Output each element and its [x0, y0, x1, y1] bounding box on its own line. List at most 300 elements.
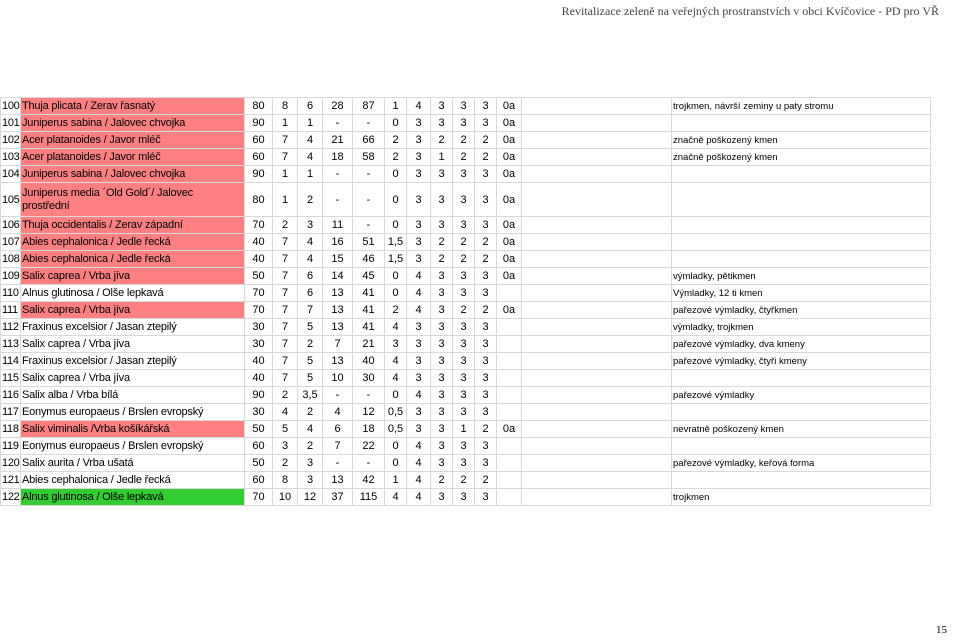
category-code: [497, 336, 522, 353]
tree-number: 107: [1, 234, 21, 251]
note: [672, 183, 931, 217]
value-col-7: 3: [407, 353, 431, 370]
value-col-9: 3: [453, 285, 475, 302]
tree-number: 112: [1, 319, 21, 336]
value-col-3: 3,5: [298, 387, 323, 404]
value-col-6: 2: [385, 149, 407, 166]
value-col-8: 3: [431, 387, 453, 404]
category-code: [497, 438, 522, 455]
value-col-7: 3: [407, 421, 431, 438]
value-col-4: 6: [323, 421, 353, 438]
table-row: [1, 472, 931, 489]
value-col-5: -: [353, 183, 385, 217]
category-code: 0a: [497, 421, 522, 438]
value-col-4: 18: [323, 149, 353, 166]
species-name: Salix aurita / Vrba ušatá: [21, 455, 245, 472]
category-code: 0a: [497, 217, 522, 234]
category-code: [497, 370, 522, 387]
category-code: 0a: [497, 132, 522, 149]
value-col-10: 3: [475, 489, 497, 506]
empty-cell: [522, 115, 672, 132]
category-code: 0a: [497, 234, 522, 251]
value-col-6: 4: [385, 370, 407, 387]
note: [672, 370, 931, 387]
note: výmladky, pětikmen: [672, 268, 931, 285]
value-col-9: 2: [453, 234, 475, 251]
value-col-10: 3: [475, 98, 497, 115]
empty-cell: [522, 455, 672, 472]
empty-cell: [522, 98, 672, 115]
tree-number: 115: [1, 370, 21, 387]
species-name: Acer platanoides / Javor mléč: [21, 132, 245, 149]
table-row: [1, 234, 931, 251]
table-row: [1, 251, 931, 268]
tree-number: 114: [1, 353, 21, 370]
value-col-3: 6: [298, 268, 323, 285]
value-col-6: 0: [385, 285, 407, 302]
note: značně poškozený kmen: [672, 149, 931, 166]
value-col-2: 7: [273, 251, 298, 268]
species-name: Abies cephalonica / Jedle řecká: [21, 251, 245, 268]
value-col-10: 3: [475, 438, 497, 455]
value-col-7: 3: [407, 234, 431, 251]
tree-number: 102: [1, 132, 21, 149]
table-row: [1, 421, 931, 438]
empty-cell: [522, 251, 672, 268]
tree-number: 100: [1, 98, 21, 115]
tree-number: 109: [1, 268, 21, 285]
note: [672, 234, 931, 251]
value-col-9: 3: [453, 319, 475, 336]
note: trojkmen, návrší zeminy u paty stromu: [672, 98, 931, 115]
value-col-7: 4: [407, 455, 431, 472]
value-col-4: 16: [323, 234, 353, 251]
note: značně poškozený kmen: [672, 132, 931, 149]
document-header: Revitalizace zeleně na veřejných prostranstvích v obci Kvíčovice - PD pro VŘ: [561, 4, 939, 18]
value-col-2: 7: [273, 336, 298, 353]
value-col-7: 4: [407, 268, 431, 285]
value-col-8: 3: [431, 183, 453, 217]
note: výmladky, trojkmen: [672, 319, 931, 336]
value-col-3: 6: [298, 98, 323, 115]
value-col-8: 2: [431, 472, 453, 489]
tree-number: 106: [1, 217, 21, 234]
value-col-4: -: [323, 115, 353, 132]
value-col-1: 60: [245, 132, 273, 149]
note: [672, 115, 931, 132]
value-col-8: 3: [431, 98, 453, 115]
tree-number: 105: [1, 183, 21, 217]
table-row: [1, 98, 931, 115]
note: [672, 166, 931, 183]
empty-cell: [522, 285, 672, 302]
note: pařezové výmladky, čtyřkmen: [672, 302, 931, 319]
value-col-10: 2: [475, 234, 497, 251]
species-name: Eonymus europaeus / Brslen evropský: [21, 438, 245, 455]
value-col-10: 3: [475, 387, 497, 404]
value-col-5: 46: [353, 251, 385, 268]
value-col-8: 3: [431, 115, 453, 132]
value-col-7: 4: [407, 489, 431, 506]
value-col-5: 21: [353, 336, 385, 353]
value-col-4: 37: [323, 489, 353, 506]
species-name: Alnus glutinosa / Olše lepkavá: [21, 489, 245, 506]
species-name: Alnus glutinosa / Olše lepkavá: [21, 285, 245, 302]
value-col-10: 2: [475, 149, 497, 166]
value-col-3: 2: [298, 336, 323, 353]
category-code: [497, 285, 522, 302]
value-col-10: 3: [475, 455, 497, 472]
value-col-9: 3: [453, 217, 475, 234]
value-col-2: 5: [273, 421, 298, 438]
value-col-3: 4: [298, 149, 323, 166]
empty-cell: [522, 404, 672, 421]
value-col-8: 3: [431, 268, 453, 285]
category-code: [497, 489, 522, 506]
empty-cell: [522, 132, 672, 149]
value-col-7: 4: [407, 98, 431, 115]
table-row: [1, 217, 931, 234]
table-row: [1, 370, 931, 387]
value-col-6: 0: [385, 438, 407, 455]
value-col-3: 12: [298, 489, 323, 506]
note: [672, 472, 931, 489]
value-col-2: 7: [273, 353, 298, 370]
value-col-3: 5: [298, 319, 323, 336]
value-col-10: 3: [475, 166, 497, 183]
value-col-7: 3: [407, 183, 431, 217]
value-col-6: 0,5: [385, 421, 407, 438]
value-col-6: 2: [385, 302, 407, 319]
value-col-1: 60: [245, 438, 273, 455]
value-col-6: 0,5: [385, 404, 407, 421]
value-col-2: 3: [273, 438, 298, 455]
category-code: 0a: [497, 251, 522, 268]
value-col-8: 3: [431, 285, 453, 302]
value-col-8: 3: [431, 370, 453, 387]
value-col-10: 2: [475, 472, 497, 489]
value-col-3: 3: [298, 455, 323, 472]
value-col-5: 30: [353, 370, 385, 387]
species-name: Juniperus sabina / Jalovec chvojka: [21, 166, 245, 183]
value-col-2: 7: [273, 285, 298, 302]
value-col-7: 3: [407, 115, 431, 132]
category-code: [497, 472, 522, 489]
empty-cell: [522, 336, 672, 353]
value-col-5: 41: [353, 285, 385, 302]
value-col-9: 3: [453, 336, 475, 353]
tree-number: 110: [1, 285, 21, 302]
category-code: [497, 387, 522, 404]
value-col-10: 3: [475, 370, 497, 387]
table-row: [1, 285, 931, 302]
value-col-6: 0: [385, 166, 407, 183]
tree-inventory-table: [0, 97, 931, 506]
category-code: [497, 404, 522, 421]
value-col-2: 2: [273, 217, 298, 234]
value-col-5: -: [353, 115, 385, 132]
value-col-1: 70: [245, 217, 273, 234]
value-col-10: 3: [475, 336, 497, 353]
table-row: [1, 319, 931, 336]
tree-number: 113: [1, 336, 21, 353]
value-col-6: 1: [385, 472, 407, 489]
value-col-10: 3: [475, 353, 497, 370]
value-col-2: 7: [273, 149, 298, 166]
tree-number: 111: [1, 302, 21, 319]
value-col-3: 1: [298, 115, 323, 132]
value-col-8: 2: [431, 132, 453, 149]
species-name: Acer platanoides / Javor mléč: [21, 149, 245, 166]
value-col-5: 58: [353, 149, 385, 166]
value-col-8: 3: [431, 438, 453, 455]
value-col-3: 1: [298, 166, 323, 183]
tree-number: 116: [1, 387, 21, 404]
species-name: Fraxinus excelsior / Jasan ztepilý: [21, 319, 245, 336]
value-col-2: 7: [273, 132, 298, 149]
empty-cell: [522, 268, 672, 285]
value-col-6: 0: [385, 455, 407, 472]
value-col-10: 3: [475, 319, 497, 336]
table-row: [1, 132, 931, 149]
value-col-7: 3: [407, 132, 431, 149]
table-row: [1, 149, 931, 166]
value-col-3: 2: [298, 404, 323, 421]
value-col-1: 30: [245, 404, 273, 421]
value-col-9: 3: [453, 455, 475, 472]
table-row: [1, 489, 931, 506]
value-col-10: 2: [475, 302, 497, 319]
value-col-5: 12: [353, 404, 385, 421]
value-col-10: 2: [475, 251, 497, 268]
table-row: [1, 166, 931, 183]
value-col-5: 115: [353, 489, 385, 506]
empty-cell: [522, 183, 672, 217]
empty-cell: [522, 217, 672, 234]
value-col-9: 3: [453, 115, 475, 132]
table-row: [1, 268, 931, 285]
value-col-7: 3: [407, 251, 431, 268]
note: nevratně poškozený kmen: [672, 421, 931, 438]
value-col-1: 50: [245, 268, 273, 285]
value-col-9: 3: [453, 183, 475, 217]
category-code: 0a: [497, 98, 522, 115]
value-col-8: 3: [431, 217, 453, 234]
value-col-5: 45: [353, 268, 385, 285]
value-col-5: 51: [353, 234, 385, 251]
category-code: 0a: [497, 149, 522, 166]
value-col-10: 3: [475, 268, 497, 285]
value-col-2: 8: [273, 472, 298, 489]
value-col-4: 4: [323, 404, 353, 421]
value-col-7: 4: [407, 387, 431, 404]
value-col-10: 3: [475, 285, 497, 302]
value-col-5: 87: [353, 98, 385, 115]
tree-number: 118: [1, 421, 21, 438]
note: [672, 404, 931, 421]
category-code: 0a: [497, 166, 522, 183]
note: [672, 438, 931, 455]
value-col-8: 3: [431, 489, 453, 506]
value-col-4: 13: [323, 285, 353, 302]
value-col-5: 18: [353, 421, 385, 438]
value-col-4: 11: [323, 217, 353, 234]
category-code: 0a: [497, 183, 522, 217]
tree-number: 120: [1, 455, 21, 472]
value-col-4: 13: [323, 472, 353, 489]
value-col-7: 3: [407, 149, 431, 166]
value-col-3: 3: [298, 217, 323, 234]
value-col-9: 1: [453, 421, 475, 438]
value-col-6: 3: [385, 336, 407, 353]
value-col-8: 2: [431, 251, 453, 268]
table-row: [1, 115, 931, 132]
category-code: 0a: [497, 115, 522, 132]
value-col-6: 4: [385, 489, 407, 506]
tree-number: 103: [1, 149, 21, 166]
value-col-8: 3: [431, 353, 453, 370]
value-col-9: 2: [453, 472, 475, 489]
value-col-9: 3: [453, 166, 475, 183]
value-col-3: 4: [298, 421, 323, 438]
value-col-10: 3: [475, 404, 497, 421]
value-col-1: 40: [245, 370, 273, 387]
note: pařezové výmladky, dva kmeny: [672, 336, 931, 353]
category-code: [497, 319, 522, 336]
value-col-4: 10: [323, 370, 353, 387]
note: [672, 251, 931, 268]
value-col-5: 40: [353, 353, 385, 370]
value-col-7: 4: [407, 302, 431, 319]
value-col-8: 3: [431, 455, 453, 472]
value-col-8: 3: [431, 336, 453, 353]
value-col-2: 8: [273, 98, 298, 115]
value-col-6: 0: [385, 217, 407, 234]
empty-cell: [522, 234, 672, 251]
value-col-6: 0: [385, 387, 407, 404]
value-col-9: 3: [453, 98, 475, 115]
value-col-4: 13: [323, 302, 353, 319]
value-col-4: 28: [323, 98, 353, 115]
empty-cell: [522, 166, 672, 183]
value-col-1: 30: [245, 319, 273, 336]
empty-cell: [522, 353, 672, 370]
category-code: 0a: [497, 268, 522, 285]
value-col-6: 0: [385, 115, 407, 132]
value-col-8: 3: [431, 166, 453, 183]
value-col-3: 2: [298, 438, 323, 455]
species-name: Salix caprea / Vrba jíva: [21, 302, 245, 319]
species-name: Salix alba / Vrba bílá: [21, 387, 245, 404]
value-col-7: 4: [407, 438, 431, 455]
value-col-4: -: [323, 166, 353, 183]
value-col-1: 50: [245, 455, 273, 472]
value-col-2: 2: [273, 455, 298, 472]
value-col-6: 4: [385, 319, 407, 336]
value-col-2: 7: [273, 319, 298, 336]
value-col-1: 80: [245, 98, 273, 115]
value-col-8: 3: [431, 319, 453, 336]
value-col-5: 42: [353, 472, 385, 489]
value-col-10: 3: [475, 183, 497, 217]
table-row: [1, 387, 931, 404]
tree-number: 104: [1, 166, 21, 183]
value-col-3: 7: [298, 302, 323, 319]
value-col-8: 3: [431, 404, 453, 421]
value-col-4: 7: [323, 336, 353, 353]
empty-cell: [522, 149, 672, 166]
value-col-6: 1,5: [385, 234, 407, 251]
value-col-4: -: [323, 455, 353, 472]
value-col-4: 13: [323, 319, 353, 336]
note: pařezové výmladky, čtyři kmeny: [672, 353, 931, 370]
value-col-9: 2: [453, 251, 475, 268]
value-col-3: 4: [298, 251, 323, 268]
empty-cell: [522, 438, 672, 455]
value-col-9: 2: [453, 302, 475, 319]
value-col-3: 6: [298, 285, 323, 302]
value-col-10: 3: [475, 217, 497, 234]
value-col-7: 4: [407, 472, 431, 489]
page-number: 15: [936, 624, 947, 636]
value-col-9: 3: [453, 404, 475, 421]
value-col-4: 14: [323, 268, 353, 285]
value-col-1: 90: [245, 166, 273, 183]
empty-cell: [522, 370, 672, 387]
value-col-4: -: [323, 387, 353, 404]
empty-cell: [522, 319, 672, 336]
species-name: Abies cephalonica / Jedle řecká: [21, 234, 245, 251]
category-code: [497, 353, 522, 370]
table-row: [1, 404, 931, 421]
value-col-2: 4: [273, 404, 298, 421]
value-col-4: -: [323, 183, 353, 217]
value-col-1: 40: [245, 234, 273, 251]
value-col-9: 3: [453, 438, 475, 455]
value-col-3: 4: [298, 132, 323, 149]
table-row: [1, 455, 931, 472]
value-col-9: 3: [453, 387, 475, 404]
value-col-9: 3: [453, 370, 475, 387]
table-row: [1, 183, 931, 217]
value-col-1: 60: [245, 472, 273, 489]
value-col-5: -: [353, 166, 385, 183]
value-col-6: 1: [385, 98, 407, 115]
value-col-5: 41: [353, 319, 385, 336]
value-col-1: 70: [245, 285, 273, 302]
value-col-7: 3: [407, 217, 431, 234]
value-col-10: 2: [475, 421, 497, 438]
note: [672, 217, 931, 234]
value-col-1: 50: [245, 421, 273, 438]
value-col-1: 30: [245, 336, 273, 353]
value-col-9: 3: [453, 489, 475, 506]
category-code: [497, 455, 522, 472]
value-col-3: 3: [298, 472, 323, 489]
species-name: Salix caprea / Vrba jíva: [21, 370, 245, 387]
species-name: Salix caprea / Vrba jíva: [21, 268, 245, 285]
value-col-5: -: [353, 455, 385, 472]
value-col-5: 22: [353, 438, 385, 455]
value-col-4: 21: [323, 132, 353, 149]
empty-cell: [522, 421, 672, 438]
value-col-10: 3: [475, 115, 497, 132]
value-col-7: 3: [407, 370, 431, 387]
tree-number: 117: [1, 404, 21, 421]
value-col-4: 15: [323, 251, 353, 268]
value-col-5: -: [353, 217, 385, 234]
value-col-9: 2: [453, 132, 475, 149]
